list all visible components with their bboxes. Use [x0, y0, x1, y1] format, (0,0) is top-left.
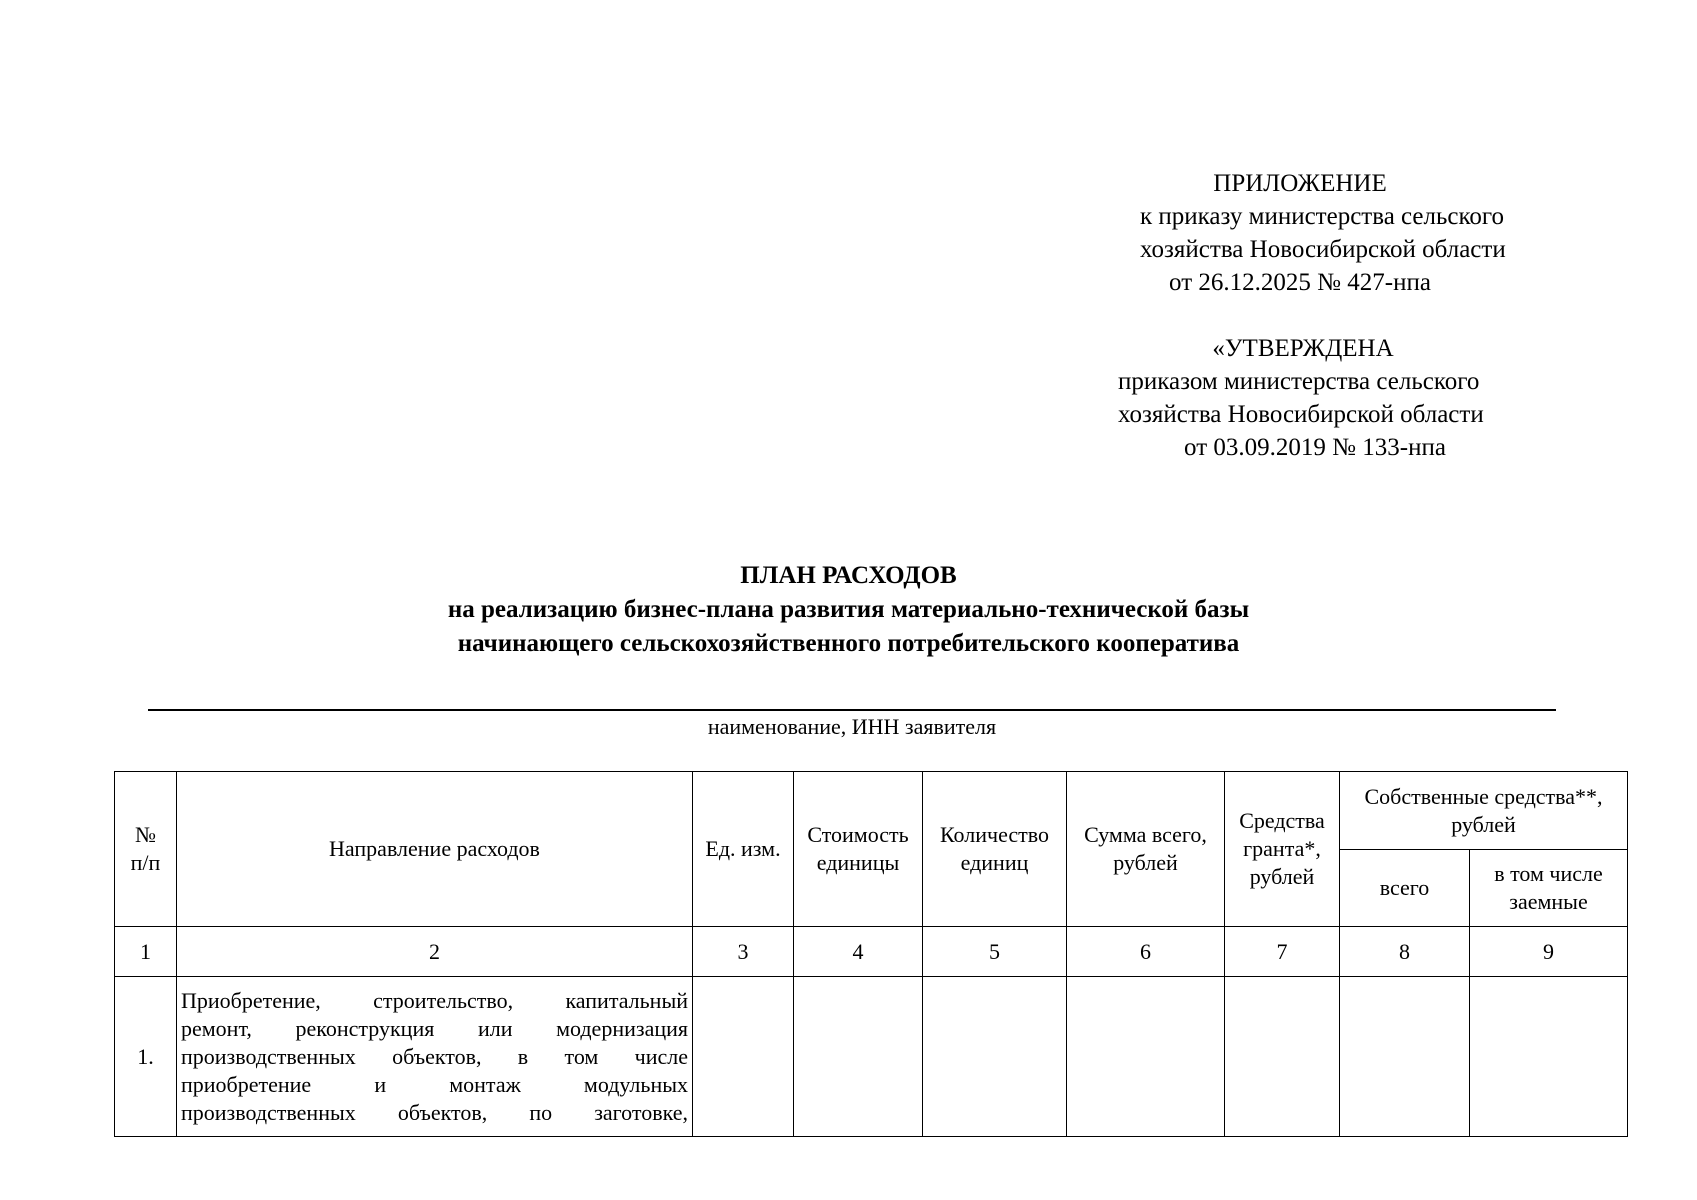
column-number: 7 [1225, 927, 1340, 977]
approval-block [1118, 332, 1484, 464]
applicant-fill-line[interactable] [148, 709, 1556, 711]
title-line-subtitle: на реализацию бизнес-плана развития материально-технической базы [447, 596, 1250, 623]
approval-line: «УТВЕРЖДЕНА [1212, 335, 1394, 362]
header-quantity: Количество единиц [923, 772, 1067, 927]
table-header-row [115, 772, 1628, 850]
column-number: 5 [923, 927, 1067, 977]
column-number: 6 [1067, 927, 1225, 977]
column-number: 1 [115, 927, 177, 977]
column-number: 8 [1340, 927, 1470, 977]
row-own-total-cell[interactable] [1340, 977, 1470, 1137]
row-grant-cell[interactable] [1225, 977, 1340, 1137]
header-own-funds: Собственные средства**, рублей [1340, 772, 1628, 850]
approval-line: приказом министерства сельского [1118, 368, 1480, 395]
approval-line: хозяйства Новосибирской области [1118, 401, 1484, 428]
applicant-caption: наименование, ИНН заявителя [707, 714, 997, 739]
expenses-table [114, 771, 1628, 1137]
row-total-cell[interactable] [1067, 977, 1225, 1137]
appendix-line: хозяйства Новосибирской области [1140, 236, 1506, 263]
appendix-line: от 26.12.2025 № 427-нпа [1169, 269, 1431, 296]
header-grant: Средства гранта*, рублей [1225, 772, 1340, 927]
row-quantity-cell[interactable] [923, 977, 1067, 1137]
approval-line: от 03.09.2019 № 133-нпа [1184, 434, 1446, 461]
header-total: Сумма всего, рублей [1067, 772, 1225, 927]
title-line-subtitle: начинающего сельскохозяйственного потребительского кооператива [457, 630, 1240, 657]
column-number-row [115, 927, 1628, 977]
header-unit-cost: Стоимость единицы [794, 772, 923, 927]
row-direction: Приобретение, строительство, капитальный ремонт, реконструкция или модернизация производственных объектов, в том числе приобретение и монтаж модульных производственных объектов, по заготовке, [177, 977, 693, 1137]
appendix-line: ПРИЛОЖЕНИЕ [1213, 170, 1387, 197]
row-number: 1. [115, 977, 177, 1137]
appendix-block [1140, 167, 1506, 299]
appendix-line: к приказу министерства сельского [1140, 203, 1505, 230]
column-number: 3 [693, 927, 794, 977]
row-unit-cost-cell[interactable] [794, 977, 923, 1137]
column-number: 9 [1470, 927, 1628, 977]
header-direction: Направление расходов [177, 772, 693, 927]
table-row [115, 977, 1628, 1137]
column-number: 2 [177, 927, 693, 977]
column-number: 4 [794, 927, 923, 977]
title-line-main: ПЛАН РАСХОДОВ [740, 562, 957, 589]
header-unit: Ед. изм. [693, 772, 794, 927]
header-own-total: всего [1340, 850, 1470, 927]
row-own-borrowed-cell[interactable] [1470, 977, 1628, 1137]
header-num: № п/п [115, 772, 177, 927]
header-own-borrowed: в том числе заемные [1470, 850, 1628, 927]
row-unit-cell[interactable] [693, 977, 794, 1137]
document-title [0, 559, 1697, 661]
